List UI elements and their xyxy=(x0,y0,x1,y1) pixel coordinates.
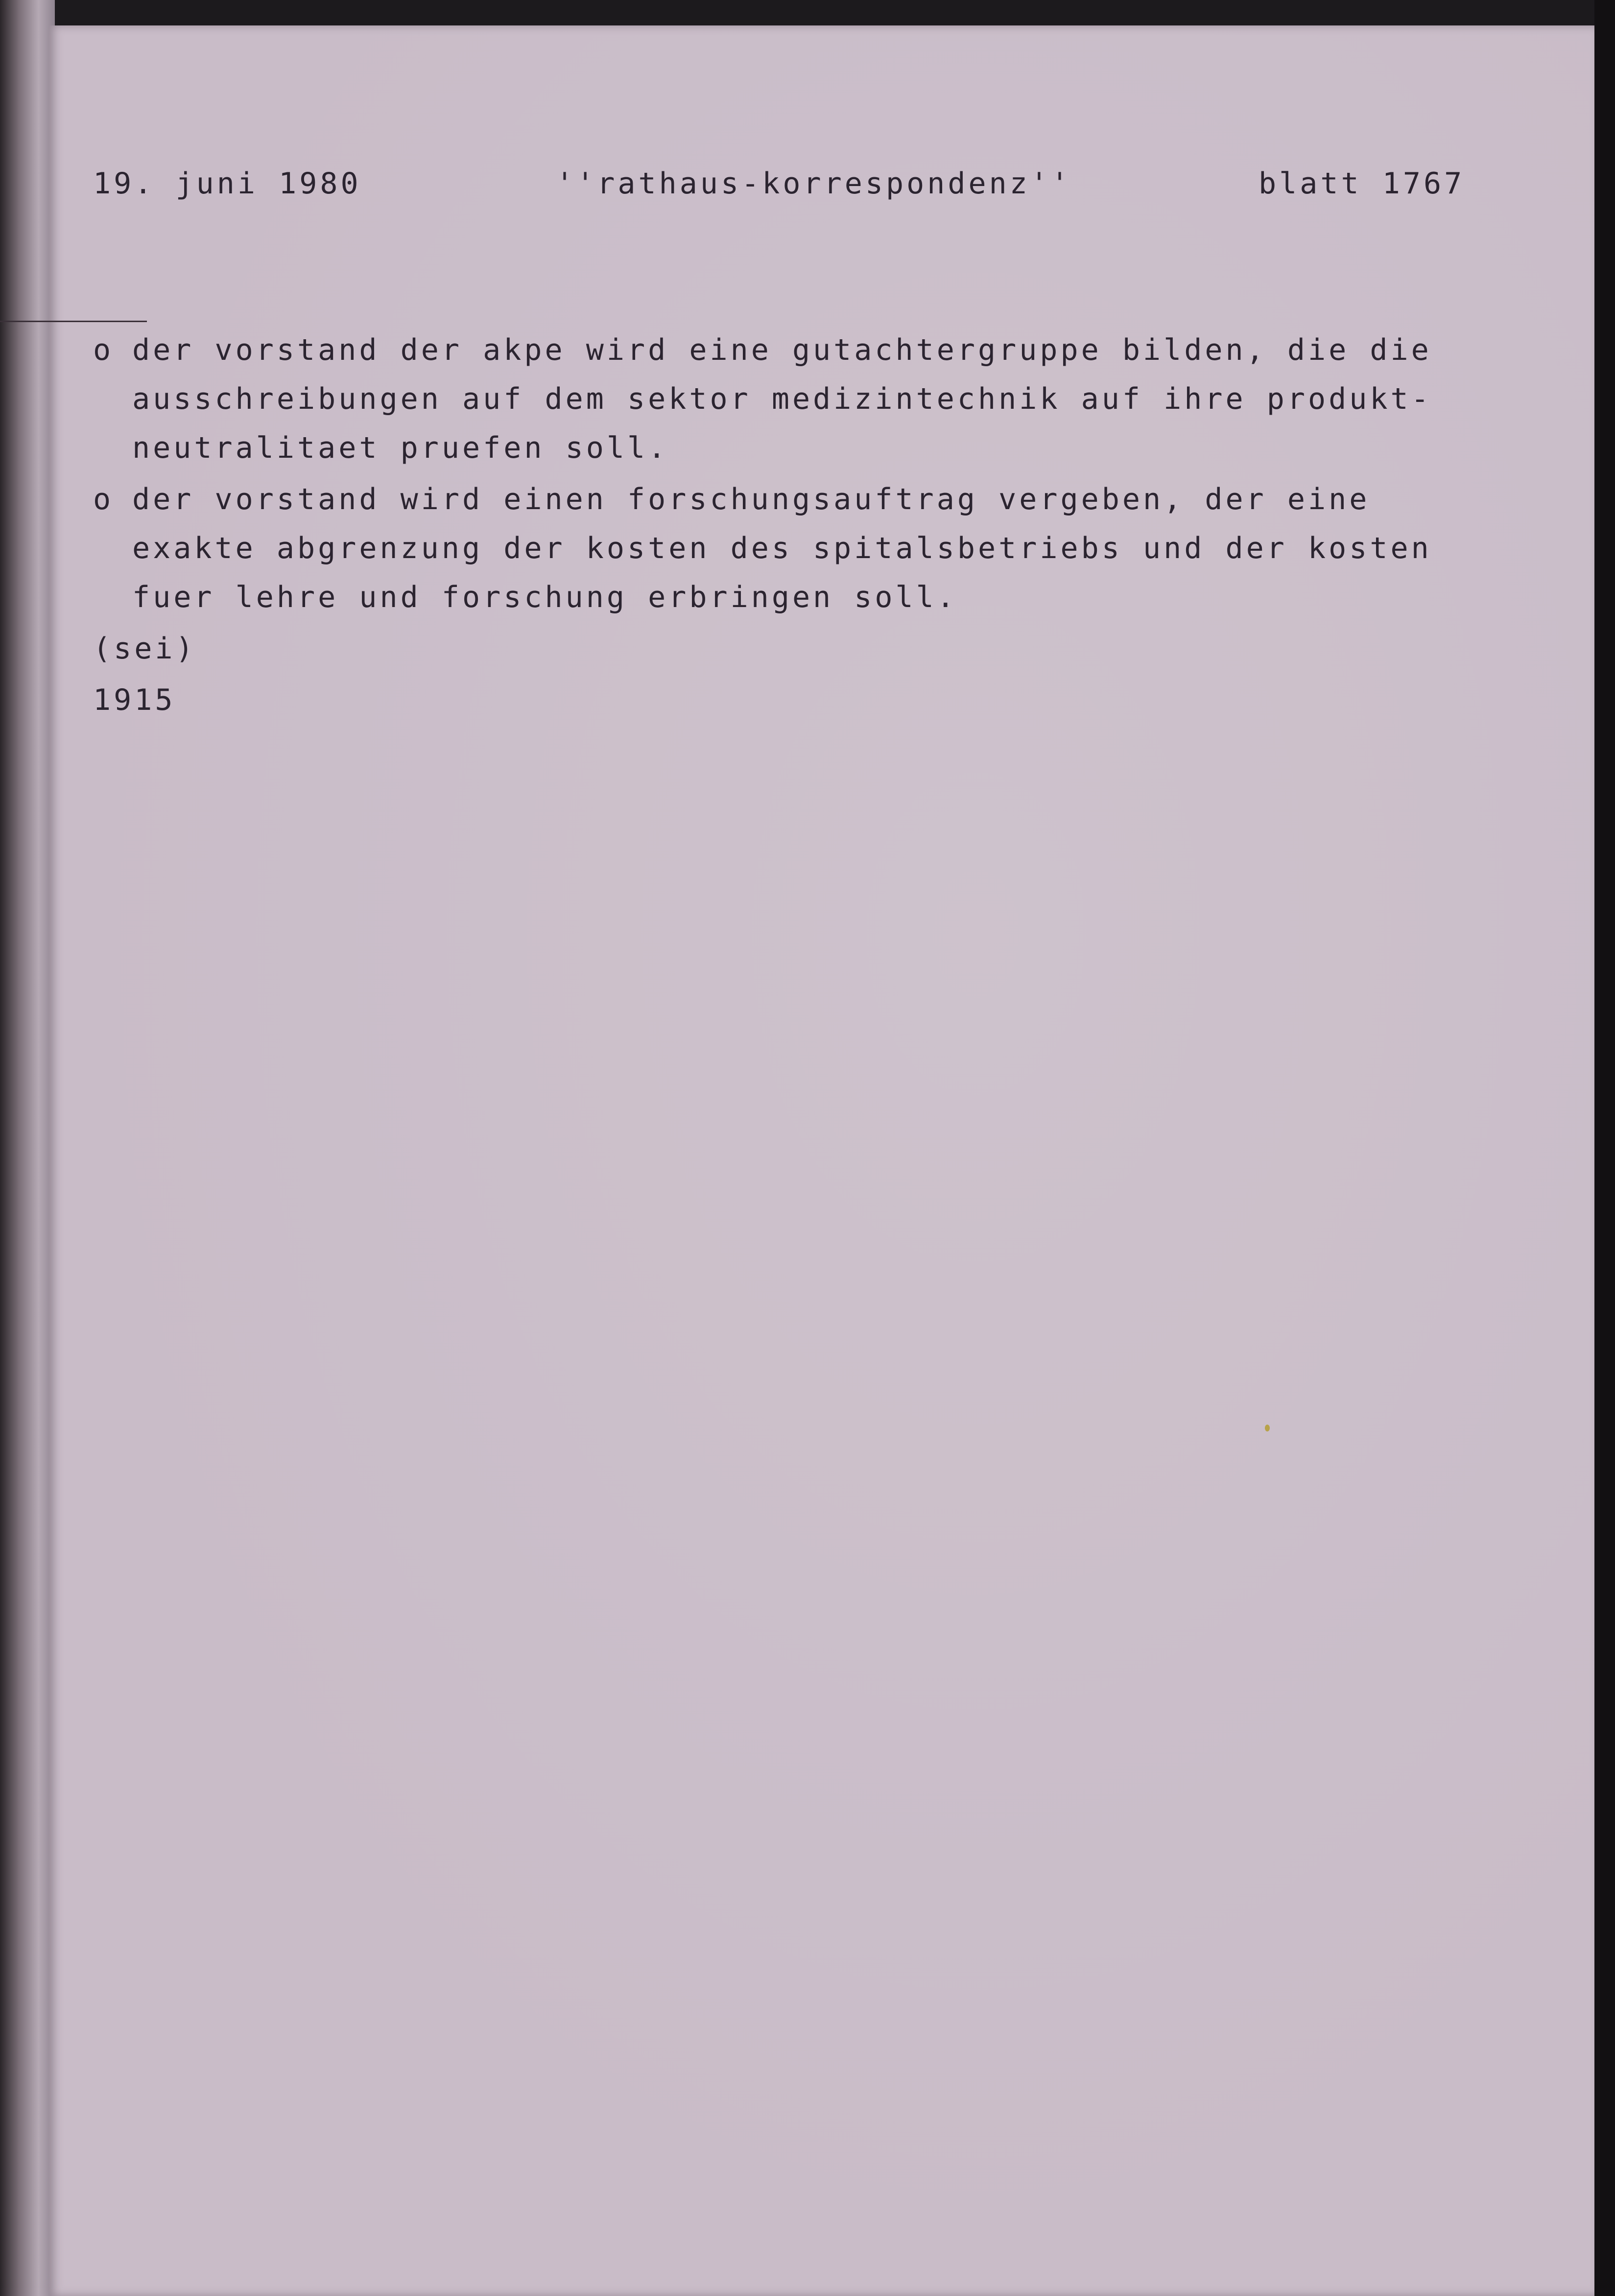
item1-bullet: o xyxy=(93,333,114,367)
author-signature: (sei) xyxy=(93,632,196,666)
document-number: 1915 xyxy=(93,683,176,717)
header-date: 19. juni 1980 xyxy=(93,166,361,201)
header-sheet-number: blatt 1767 xyxy=(1259,166,1465,201)
book-spine xyxy=(0,0,55,2296)
scan-border xyxy=(1594,0,1615,2296)
item2-line2: exakte abgrenzung der kosten des spitalsbetriebs und der kosten xyxy=(132,531,1432,565)
margin-rule xyxy=(0,321,147,322)
item1-line3: neutralitaet pruefen soll. xyxy=(132,431,669,465)
header-title: ''rathaus-korrespondenz'' xyxy=(556,166,1072,201)
item2-line1: der vorstand wird einen forschungsauftrag vergeben, der eine xyxy=(132,482,1370,516)
item2-line3: fuer lehre und forschung erbringen soll. xyxy=(132,580,957,614)
item1-line2: ausschreibungen auf dem sektor medizintechnik auf ihre produkt- xyxy=(132,382,1432,416)
item2-bullet: o xyxy=(93,482,114,516)
paper-speck xyxy=(1265,1425,1270,1431)
item1-line1: der vorstand der akpe wird eine gutachtergruppe bilden, die die xyxy=(132,333,1432,367)
